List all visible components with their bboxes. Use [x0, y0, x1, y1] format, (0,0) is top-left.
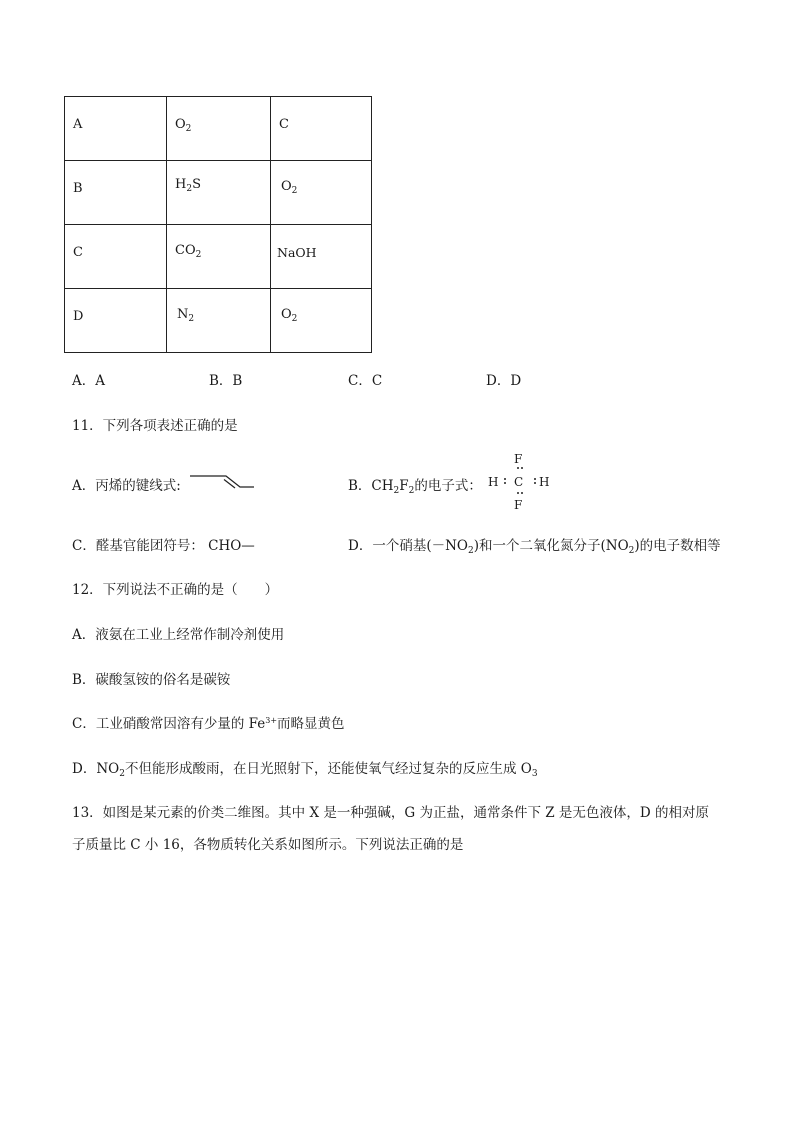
q10-option-a: A．A	[72, 373, 105, 389]
formula-subscript: 2	[628, 546, 635, 556]
cell-subscript: 2	[195, 250, 202, 260]
q12-stem: 12．下列说法不正确的是（ ）	[72, 582, 279, 598]
formula-text: B．CH	[348, 478, 394, 494]
cell-text: H	[175, 177, 187, 192]
formula-subscript: 2	[393, 486, 400, 496]
cell-subscript: 2	[291, 314, 298, 324]
q12-option-b: B．碳酸氢铵的俗名是碳铵	[72, 672, 231, 688]
table-cell	[65, 161, 167, 225]
q13-stem-line2: 子质量比 C 小 16，各物质转化关系如图所示。下列说法正确的是	[72, 837, 464, 853]
cell-text: D	[73, 309, 84, 324]
q12-option-c	[72, 712, 345, 732]
lewis-electron-dots	[500, 462, 540, 502]
lewis-atom-f-top: F	[514, 452, 523, 466]
q11-option-d	[348, 534, 721, 554]
formula-subscript: 2	[467, 546, 474, 556]
table-cell	[271, 289, 372, 353]
table-cell	[65, 289, 167, 353]
cell-text: O	[175, 117, 186, 132]
option-text: 不但能形成酸雨，在日光照射下，还能使氧气经过复杂的反应生成 O	[124, 761, 532, 777]
answer-table	[64, 96, 372, 353]
q11-option-c: C．醛基官能团符号： CHO—	[72, 538, 255, 554]
formula-subscript: 2	[408, 486, 415, 496]
table-cell	[167, 161, 271, 225]
option-text: )和一个二氧化氮分子(NO	[473, 538, 629, 554]
formula-text: 的电子式：	[414, 478, 482, 494]
table-cell	[167, 225, 271, 289]
table-row	[65, 289, 372, 353]
propene-skeletal-formula	[188, 472, 258, 490]
q11-option-a: A．丙烯的键线式:	[72, 478, 181, 494]
cell-text: N	[177, 307, 189, 322]
option-text: )的电子数相等	[634, 538, 721, 554]
q10-option-d: D．D	[486, 373, 522, 389]
table-row	[65, 97, 372, 161]
cell-text: C	[73, 245, 83, 260]
cell-text: O	[281, 307, 292, 322]
cell-subscript: 2	[185, 124, 192, 134]
option-text: 而略显黄色	[277, 716, 345, 732]
cell-text: C	[279, 117, 289, 132]
formula-subscript: 3	[531, 769, 538, 779]
option-text: D．NO	[72, 761, 120, 777]
cell-text: CO	[175, 243, 196, 258]
option-text: D．一个硝基(－NO	[348, 538, 468, 554]
table-cell	[65, 97, 167, 161]
table-cell	[271, 225, 372, 289]
formula-text: F	[399, 478, 409, 494]
cell-text: B	[73, 181, 83, 196]
table-cell	[65, 225, 167, 289]
q12-option-d	[72, 757, 538, 777]
table-row	[65, 225, 372, 289]
cell-text: O	[281, 179, 292, 194]
q13-stem-line1: 13．如图是某元素的价类二维图。其中 X 是一种强碱，G 为正盐，通常条件下 Z 是无色液体，D 的相对原	[72, 805, 710, 821]
cell-text: NaOH	[277, 245, 317, 260]
q10-option-c: C．C	[348, 373, 383, 389]
option-text: C．工业硝酸常因溶有少量的 Fe	[72, 716, 266, 732]
lewis-atom-f-bottom: F	[514, 498, 523, 512]
cell-subscript: 2	[186, 184, 193, 194]
table-cell	[167, 97, 271, 161]
table-row	[65, 161, 372, 225]
table-cell	[271, 161, 372, 225]
cell-subscript: 2	[291, 186, 298, 196]
q10-option-b: B．B	[209, 373, 243, 389]
cell-text: S	[192, 177, 201, 192]
lewis-atom-h-right: H	[539, 475, 550, 489]
table-cell	[271, 97, 372, 161]
cell-text: A	[73, 117, 83, 132]
q11-stem: 11．下列各项表述正确的是	[72, 418, 238, 434]
cell-subscript: 2	[188, 314, 195, 324]
q11-option-b	[348, 474, 482, 494]
q12-option-a: A．液氨在工业上经常作制冷剂使用	[72, 627, 285, 643]
table-cell	[167, 289, 271, 353]
lewis-atom-c: C	[514, 475, 524, 489]
formula-superscript: 3+	[265, 716, 278, 725]
formula-subscript: 2	[119, 769, 125, 779]
lewis-atom-h-left: H	[488, 475, 499, 489]
